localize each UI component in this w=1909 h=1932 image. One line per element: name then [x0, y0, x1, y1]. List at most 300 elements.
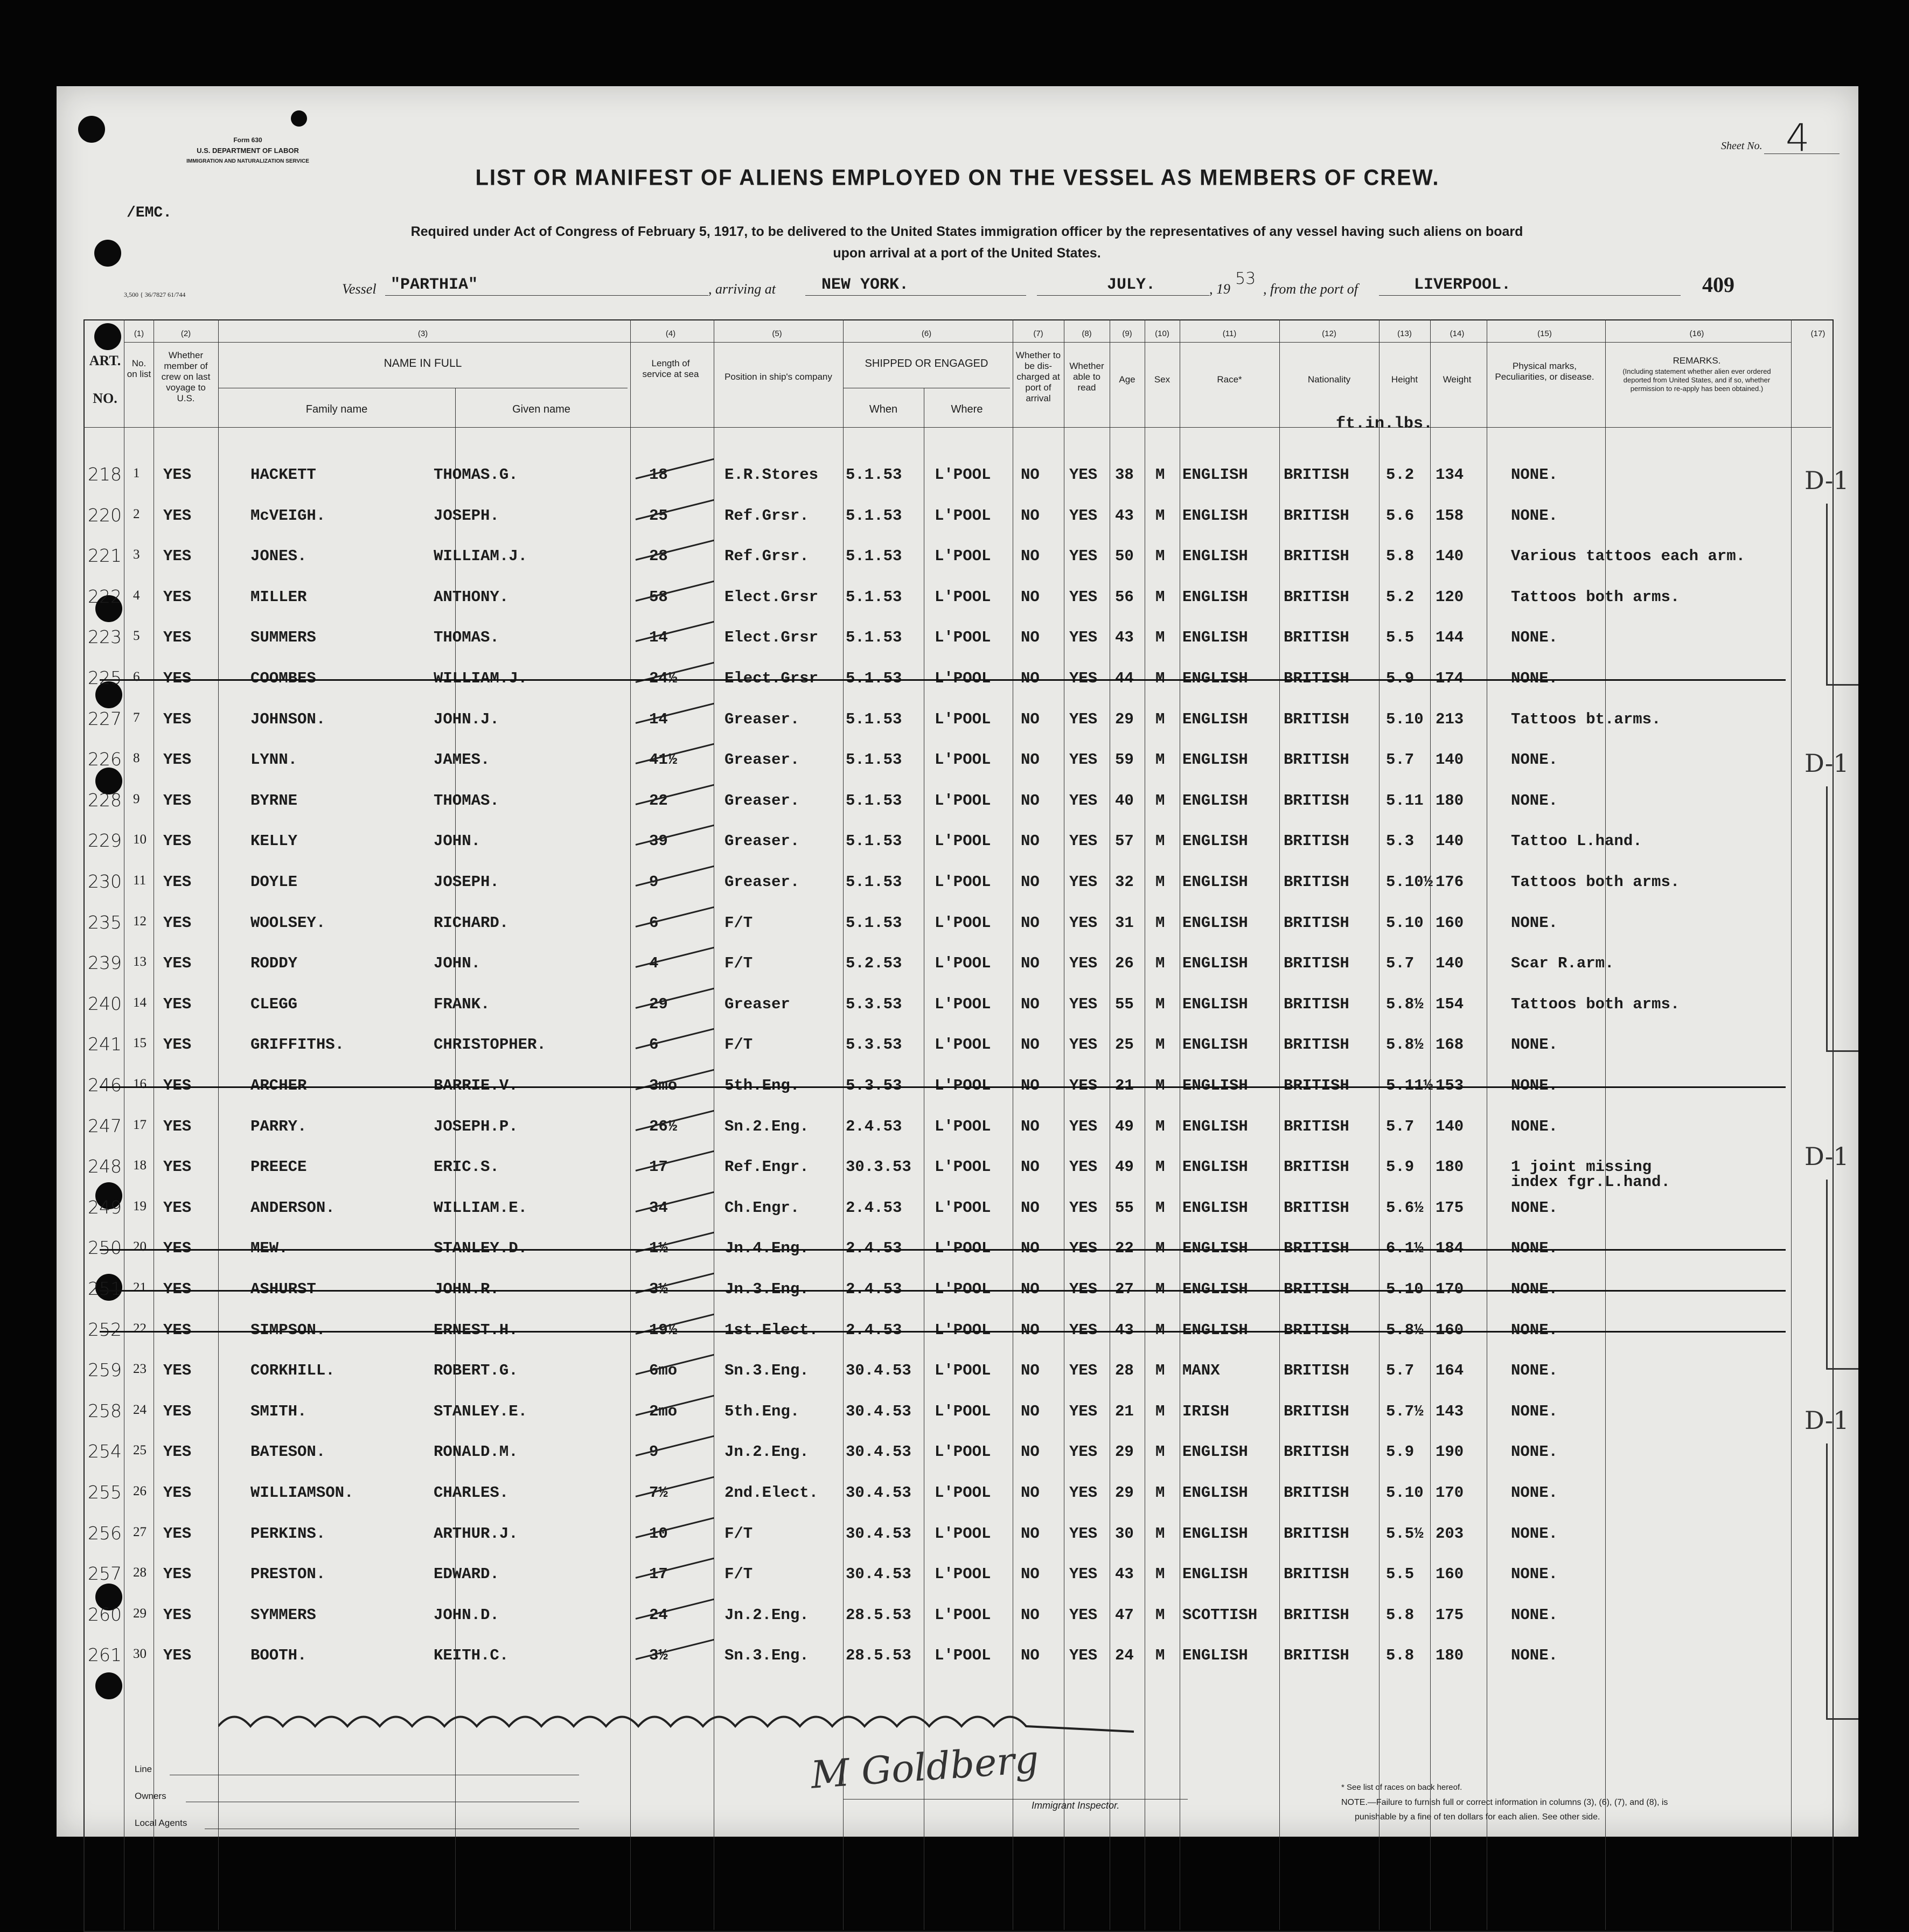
- cell-age: 27: [1115, 1280, 1134, 1298]
- cell-no: 17: [133, 1117, 147, 1132]
- cell-position: Elect.Grsr: [724, 629, 819, 647]
- inspector-bracket-foot: [1826, 1368, 1858, 1370]
- cell-height: 5.5: [1386, 629, 1415, 647]
- cell-race: ENGLISH: [1182, 1524, 1248, 1543]
- cell-given: ERNEST.H.: [434, 1321, 518, 1339]
- cell-no: 18: [133, 1158, 147, 1173]
- cell-race: ENGLISH: [1182, 913, 1248, 932]
- cell-height: 5.6: [1386, 506, 1415, 525]
- inspector-bracket: [1826, 1443, 1828, 1718]
- cell-no: 19: [133, 1198, 147, 1213]
- cell-no: 16: [133, 1077, 147, 1091]
- cell-marks: NONE.: [1511, 1606, 1558, 1624]
- strikethrough-line: [100, 1290, 1786, 1292]
- cell-nat: BRITISH: [1284, 1198, 1349, 1217]
- races-note: * See list of races on back hereof.: [1341, 1783, 1462, 1792]
- cell-where: L'POOL: [935, 629, 991, 647]
- cell-prev: YES: [163, 1362, 192, 1380]
- cell-race: ENGLISH: [1182, 506, 1248, 525]
- cell-given: ERIC.S.: [434, 1158, 499, 1176]
- cell-service: 4: [649, 954, 659, 973]
- cell-nat: BRITISH: [1284, 1647, 1349, 1665]
- cell-no: 4: [133, 588, 140, 603]
- cell-family: PRESTON.: [250, 1565, 326, 1584]
- cell-weight: 160: [1436, 1565, 1464, 1584]
- cell-prev: YES: [163, 954, 192, 973]
- cell-when: 5.1.53: [846, 751, 902, 769]
- cell-weight: 160: [1436, 913, 1464, 932]
- cell-marks: NONE.: [1511, 791, 1558, 810]
- cell-height: 5.10: [1386, 1280, 1424, 1298]
- cell-when: 5.1.53: [846, 669, 902, 687]
- cell-service: 14: [649, 629, 668, 647]
- cell-position: Jn.2.Eng.: [724, 1443, 809, 1461]
- cell-given: JOSEPH.P.: [434, 1117, 518, 1135]
- header-units: ft.in.lbs.: [1336, 415, 1433, 433]
- cell-sex: M: [1155, 1117, 1165, 1135]
- cell-sex: M: [1155, 669, 1165, 687]
- cell-where: L'POOL: [935, 873, 991, 891]
- cell-prev: YES: [163, 1036, 192, 1054]
- cell-family: SIMPSON.: [250, 1321, 326, 1339]
- cell-where: L'POOL: [935, 1484, 991, 1502]
- cell-nat: BRITISH: [1284, 547, 1349, 566]
- cell-given: CHRISTOPHER.: [434, 1036, 546, 1054]
- cell-art: 252: [88, 1319, 122, 1340]
- cell-art: 259: [88, 1359, 122, 1381]
- cell-art: 220: [88, 504, 122, 526]
- cell-service: 3½: [649, 1647, 668, 1665]
- cell-when: 5.3.53: [846, 1077, 902, 1094]
- col-number-2: (2): [180, 329, 191, 338]
- cell-prev: YES: [163, 832, 192, 850]
- cell-height: 5.10: [1386, 710, 1424, 728]
- cell-family: PARRY.: [250, 1117, 307, 1135]
- cell-height: 5.7: [1386, 1117, 1415, 1135]
- cell-age: 47: [1115, 1606, 1134, 1624]
- cell-height: 5.6½: [1386, 1198, 1424, 1217]
- strikethrough-line: [100, 679, 1786, 681]
- cell-given: JAMES.: [434, 751, 490, 769]
- cell-when: 30.3.53: [846, 1158, 911, 1176]
- vessel-label: Vessel: [342, 281, 377, 297]
- cell-no: 23: [133, 1362, 147, 1377]
- cell-position: Greaser.: [724, 710, 800, 728]
- cell-no: 7: [133, 710, 140, 725]
- cell-position: Jn.4.Eng.: [724, 1239, 809, 1258]
- cell-where: L'POOL: [935, 1239, 991, 1258]
- cell-when: 5.1.53: [846, 466, 902, 484]
- cell-nat: BRITISH: [1284, 1524, 1349, 1543]
- cell-race: ENGLISH: [1182, 995, 1248, 1013]
- header-position: Position in ship's company: [724, 372, 832, 382]
- cell-prev: YES: [163, 1565, 192, 1584]
- cell-read: YES: [1069, 669, 1098, 687]
- cell-disch: NO: [1021, 1036, 1040, 1054]
- cell-disch: NO: [1021, 547, 1040, 566]
- cell-disch: NO: [1021, 1362, 1040, 1380]
- cell-read: YES: [1069, 1362, 1098, 1380]
- cell-when: 28.5.53: [846, 1647, 911, 1665]
- cell-service: 28: [649, 547, 668, 566]
- arrival-year: 53: [1235, 269, 1256, 288]
- cell-marks: NONE.: [1511, 669, 1558, 687]
- cell-age: 44: [1115, 669, 1134, 687]
- cell-nat: BRITISH: [1284, 1036, 1349, 1054]
- cell-no: 14: [133, 995, 147, 1010]
- cell-race: SCOTTISH: [1182, 1606, 1258, 1624]
- cell-marks: NONE.: [1511, 1077, 1558, 1094]
- cell-age: 21: [1115, 1077, 1134, 1094]
- cell-sex: M: [1155, 995, 1165, 1013]
- header-discharged: Whether to be dis- charged at port of arrival: [1015, 350, 1061, 403]
- cell-disch: NO: [1021, 791, 1040, 810]
- cell-race: ENGLISH: [1182, 547, 1248, 566]
- cell-read: YES: [1069, 1647, 1098, 1665]
- cell-marks: NONE.: [1511, 1321, 1558, 1339]
- cell-art: 258: [88, 1400, 122, 1421]
- cell-read: YES: [1069, 1117, 1098, 1135]
- col-number-4: (4): [665, 329, 676, 338]
- cell-sex: M: [1155, 873, 1165, 891]
- cell-when: 28.5.53: [846, 1606, 911, 1624]
- cell-nat: BRITISH: [1284, 1239, 1349, 1258]
- cell-given: BARRIE.V.: [434, 1077, 518, 1094]
- cell-disch: NO: [1021, 669, 1040, 687]
- inspector-mark: D-1: [1805, 466, 1849, 495]
- cell-no: 26: [133, 1484, 147, 1498]
- inspector-bracket: [1826, 504, 1828, 684]
- footer-line-label: Line: [135, 1764, 152, 1774]
- cell-age: 49: [1115, 1117, 1134, 1135]
- cell-when: 5.1.53: [846, 547, 902, 566]
- cell-when: 2.4.53: [846, 1321, 902, 1339]
- cell-nat: BRITISH: [1284, 791, 1349, 810]
- manifest-sheet: [57, 86, 1858, 1837]
- cell-prev: YES: [163, 710, 192, 728]
- cell-weight: 180: [1436, 1158, 1464, 1176]
- cell-service: 7½: [649, 1484, 668, 1502]
- cell-weight: 140: [1436, 832, 1464, 850]
- cell-when: 5.1.53: [846, 588, 902, 606]
- cell-marks: NONE.: [1511, 466, 1558, 484]
- cell-position: Greaser.: [724, 791, 800, 810]
- cell-read: YES: [1069, 995, 1098, 1013]
- cell-age: 57: [1115, 832, 1134, 850]
- cell-sex: M: [1155, 1402, 1165, 1420]
- cell-nat: BRITISH: [1284, 751, 1349, 769]
- cell-sex: M: [1155, 1158, 1165, 1176]
- cell-where: L'POOL: [935, 913, 991, 932]
- cell-disch: NO: [1021, 995, 1040, 1013]
- cell-where: L'POOL: [935, 1606, 991, 1624]
- cell-when: 5.1.53: [846, 873, 902, 891]
- cell-sex: M: [1155, 1321, 1165, 1339]
- cell-marks: Tattoos both arms.: [1511, 588, 1680, 606]
- cell-age: 25: [1115, 1036, 1134, 1054]
- cell-given: JOSEPH.: [434, 506, 499, 525]
- cell-where: L'POOL: [935, 791, 991, 810]
- cell-weight: 180: [1436, 1647, 1464, 1665]
- cell-where: L'POOL: [935, 832, 991, 850]
- cell-service: 6mo: [649, 1362, 678, 1380]
- cell-weight: 158: [1436, 506, 1464, 525]
- cell-age: 43: [1115, 506, 1134, 525]
- cell-weight: 184: [1436, 1239, 1464, 1258]
- cell-service: 2mo: [649, 1402, 678, 1420]
- cell-disch: NO: [1021, 873, 1040, 891]
- cell-family: CORKHILL.: [250, 1362, 335, 1380]
- cell-art: 257: [88, 1563, 122, 1585]
- col-number-7: (7): [1033, 329, 1043, 338]
- cell-race: ENGLISH: [1182, 1484, 1248, 1502]
- cell-position: Elect.Grsr: [724, 588, 819, 606]
- cell-art: 230: [88, 871, 122, 892]
- cell-where: L'POOL: [935, 751, 991, 769]
- cell-marks: Tattoo L.hand.: [1511, 832, 1642, 850]
- cell-disch: NO: [1021, 1239, 1040, 1258]
- cell-given: EDWARD.: [434, 1565, 499, 1584]
- cell-when: 30.4.53: [846, 1524, 911, 1543]
- cell-sex: M: [1155, 466, 1165, 484]
- cell-read: YES: [1069, 710, 1098, 728]
- header-race: Race*: [1217, 374, 1242, 385]
- cell-weight: 153: [1436, 1077, 1464, 1094]
- cell-where: L'POOL: [935, 547, 991, 566]
- cell-nat: BRITISH: [1284, 954, 1349, 973]
- penalty-note-1: NOTE.—Failure to furnish full or correct information in columns (3), (6), (7), and (8), is: [1341, 1798, 1668, 1807]
- cell-sex: M: [1155, 954, 1165, 973]
- arriving-label: , arriving at: [708, 281, 776, 297]
- cell-prev: YES: [163, 669, 192, 687]
- cell-sex: M: [1155, 1077, 1165, 1094]
- cell-marks: NONE.: [1511, 913, 1558, 932]
- cell-service: 6: [649, 1036, 659, 1054]
- cell-marks: Tattoos bt.arms.: [1511, 710, 1661, 728]
- cell-given: THOMAS.G.: [434, 466, 518, 484]
- inspector-mark: D-1: [1805, 749, 1849, 778]
- cell-service: 6: [649, 913, 659, 932]
- cell-position: 1st.Elect.: [724, 1321, 819, 1339]
- cell-when: 30.4.53: [846, 1443, 911, 1461]
- cell-disch: NO: [1021, 832, 1040, 850]
- cell-art: 249: [88, 1196, 122, 1218]
- inspector-bracket-foot: [1826, 1718, 1858, 1720]
- cell-prev: YES: [163, 1239, 192, 1258]
- cell-height: 5.10: [1386, 913, 1424, 932]
- cell-where: L'POOL: [935, 669, 991, 687]
- cell-when: 5.1.53: [846, 506, 902, 525]
- inspector-bracket-foot: [1826, 1050, 1858, 1052]
- cell-race: ENGLISH: [1182, 1239, 1248, 1258]
- cell-nat: BRITISH: [1284, 1321, 1349, 1339]
- cell-service: 26½: [649, 1117, 678, 1135]
- footer-owners-label: Owners: [135, 1791, 166, 1801]
- cell-weight: 175: [1436, 1198, 1464, 1217]
- cell-race: ENGLISH: [1182, 1117, 1248, 1135]
- cell-disch: NO: [1021, 1606, 1040, 1624]
- cell-age: 29: [1115, 1484, 1134, 1502]
- cell-family: LYNN.: [250, 751, 298, 769]
- cell-service: 39: [649, 832, 668, 850]
- cell-no: 21: [133, 1280, 147, 1295]
- cell-position: Ref.Engr.: [724, 1158, 809, 1176]
- cell-prev: YES: [163, 1117, 192, 1135]
- cell-art: 261: [88, 1644, 122, 1666]
- header-where: Where: [951, 403, 983, 415]
- cell-marks: NONE.: [1511, 1198, 1558, 1217]
- cell-family: DOYLE: [250, 873, 298, 891]
- cell-when: 2.4.53: [846, 1239, 902, 1258]
- header-weight: Weight: [1443, 374, 1472, 385]
- cell-position: Sn.2.Eng.: [724, 1117, 809, 1135]
- cell-family: SYMMERS: [250, 1606, 316, 1624]
- cell-weight: 164: [1436, 1362, 1464, 1380]
- cell-read: YES: [1069, 1198, 1098, 1217]
- cell-prev: YES: [163, 1484, 192, 1502]
- col-number-17: (17): [1810, 329, 1826, 338]
- cell-prev: YES: [163, 1524, 192, 1543]
- cell-given: THOMAS.: [434, 791, 499, 810]
- form-block: [162, 135, 334, 167]
- cell-sex: M: [1155, 1280, 1165, 1298]
- cell-art: 222: [88, 585, 122, 607]
- cell-prev: YES: [163, 547, 192, 566]
- cell-family: ANDERSON.: [250, 1198, 335, 1217]
- cell-race: ENGLISH: [1182, 1321, 1248, 1339]
- cell-read: YES: [1069, 1606, 1098, 1624]
- cell-marks: NONE.: [1511, 1565, 1558, 1584]
- header-art-no: NO.: [93, 390, 117, 406]
- end-of-list-squiggle: [218, 1705, 1134, 1742]
- cell-where: L'POOL: [935, 1647, 991, 1665]
- cell-no: 10: [133, 832, 147, 847]
- cell-art: 246: [88, 1075, 122, 1096]
- col-number-11: (11): [1222, 329, 1237, 338]
- cell-where: L'POOL: [935, 1565, 991, 1584]
- cell-sex: M: [1155, 588, 1165, 606]
- cell-age: 55: [1115, 1198, 1134, 1217]
- cell-no: 2: [133, 506, 140, 521]
- office-stamp: /EMC.: [127, 205, 172, 221]
- cell-art: 225: [88, 667, 122, 688]
- cell-read: YES: [1069, 1077, 1098, 1094]
- cell-given: RONALD.M.: [434, 1443, 518, 1461]
- cell-when: 2.4.53: [846, 1198, 902, 1217]
- cell-race: ENGLISH: [1182, 588, 1248, 606]
- cell-given: JOHN.: [434, 832, 481, 850]
- header-sex: Sex: [1154, 374, 1171, 385]
- cell-age: 31: [1115, 913, 1134, 932]
- cell-family: ASHURST: [250, 1280, 316, 1298]
- cell-no: 5: [133, 629, 140, 644]
- cell-disch: NO: [1021, 1321, 1040, 1339]
- cell-weight: 143: [1436, 1402, 1464, 1420]
- cell-disch: NO: [1021, 954, 1040, 973]
- cell-nat: BRITISH: [1284, 466, 1349, 484]
- cell-when: 5.3.53: [846, 1036, 902, 1054]
- cell-disch: NO: [1021, 466, 1040, 484]
- cell-family: WILLIAMSON.: [250, 1484, 354, 1502]
- cell-prev: YES: [163, 1077, 192, 1094]
- cell-nat: BRITISH: [1284, 1402, 1349, 1420]
- cell-weight: 190: [1436, 1443, 1464, 1461]
- cell-prev: YES: [163, 913, 192, 932]
- cell-race: MANX: [1182, 1362, 1220, 1380]
- cell-age: 43: [1115, 629, 1134, 647]
- cell-disch: NO: [1021, 913, 1040, 932]
- cell-read: YES: [1069, 832, 1098, 850]
- cell-marks-continued: index fgr.L.hand.: [1511, 1173, 1670, 1191]
- cell-age: 43: [1115, 1565, 1134, 1584]
- cell-weight: 213: [1436, 710, 1464, 728]
- strikethrough-line: [100, 1086, 1786, 1088]
- inspector-mark: D-1: [1805, 1142, 1849, 1171]
- cell-read: YES: [1069, 1036, 1098, 1054]
- cell-nat: BRITISH: [1284, 1565, 1349, 1584]
- cell-position: Greaser.: [724, 832, 800, 850]
- cell-when: 2.4.53: [846, 1280, 902, 1298]
- cell-position: Jn.2.Eng.: [724, 1606, 809, 1624]
- cell-where: L'POOL: [935, 1117, 991, 1135]
- cell-height: 5.9: [1386, 1443, 1415, 1461]
- cell-service: 3½: [649, 1280, 668, 1298]
- cell-sex: M: [1155, 832, 1165, 850]
- cell-service: 24: [649, 1606, 668, 1624]
- cell-when: 2.4.53: [846, 1117, 902, 1135]
- cell-height: 5.8: [1386, 547, 1415, 566]
- cell-weight: 140: [1436, 954, 1464, 973]
- cell-art: 247: [88, 1115, 122, 1136]
- cell-marks: NONE.: [1511, 1647, 1558, 1665]
- cell-no: 20: [133, 1239, 147, 1254]
- cell-height: 5.2: [1386, 466, 1415, 484]
- cell-disch: NO: [1021, 751, 1040, 769]
- arrival-port: NEW YORK.: [821, 276, 909, 294]
- cell-height: 5.3: [1386, 832, 1415, 850]
- cell-position: Greaser.: [724, 873, 800, 891]
- cell-race: IRISH: [1182, 1402, 1230, 1420]
- cell-read: YES: [1069, 506, 1098, 525]
- cell-weight: 144: [1436, 629, 1464, 647]
- cell-no: 1: [133, 466, 140, 480]
- cell-art: 218: [88, 464, 122, 485]
- cell-art: 256: [88, 1522, 122, 1544]
- col-number-6: (6): [921, 329, 932, 338]
- cell-height: 5.7: [1386, 954, 1415, 973]
- cell-when: 5.1.53: [846, 832, 902, 850]
- cell-height: 5.7: [1386, 751, 1415, 769]
- cell-height: 5.9: [1386, 1158, 1415, 1176]
- cell-race: ENGLISH: [1182, 791, 1248, 810]
- cell-art: 223: [88, 626, 122, 648]
- cell-service: 24½: [649, 669, 678, 687]
- print-code: 3,500 { 36/7827 61/744: [124, 291, 186, 298]
- header-shipped: SHIPPED OR ENGAGED: [865, 358, 988, 369]
- cell-nat: BRITISH: [1284, 1158, 1349, 1176]
- cell-age: 24: [1115, 1647, 1134, 1665]
- cell-weight: 174: [1436, 669, 1464, 687]
- cell-height: 5.11: [1386, 791, 1424, 810]
- arrival-month: JULY.: [1107, 276, 1156, 294]
- col-number-1: (1): [134, 329, 144, 338]
- document-subtitle: Required under Act of Congress of February 5, 1917, to be delivered to the United States immigration officer by the representatives of any vessel having such aliens on board upon arrival at a port of the United States.: [410, 224, 1523, 261]
- cell-service: 10: [649, 1524, 668, 1543]
- cell-age: 56: [1115, 588, 1134, 606]
- cell-position: F/T: [724, 913, 753, 932]
- cell-service: 3mo: [649, 1077, 678, 1094]
- inspector-signature: M Goldberg: [809, 1737, 1041, 1797]
